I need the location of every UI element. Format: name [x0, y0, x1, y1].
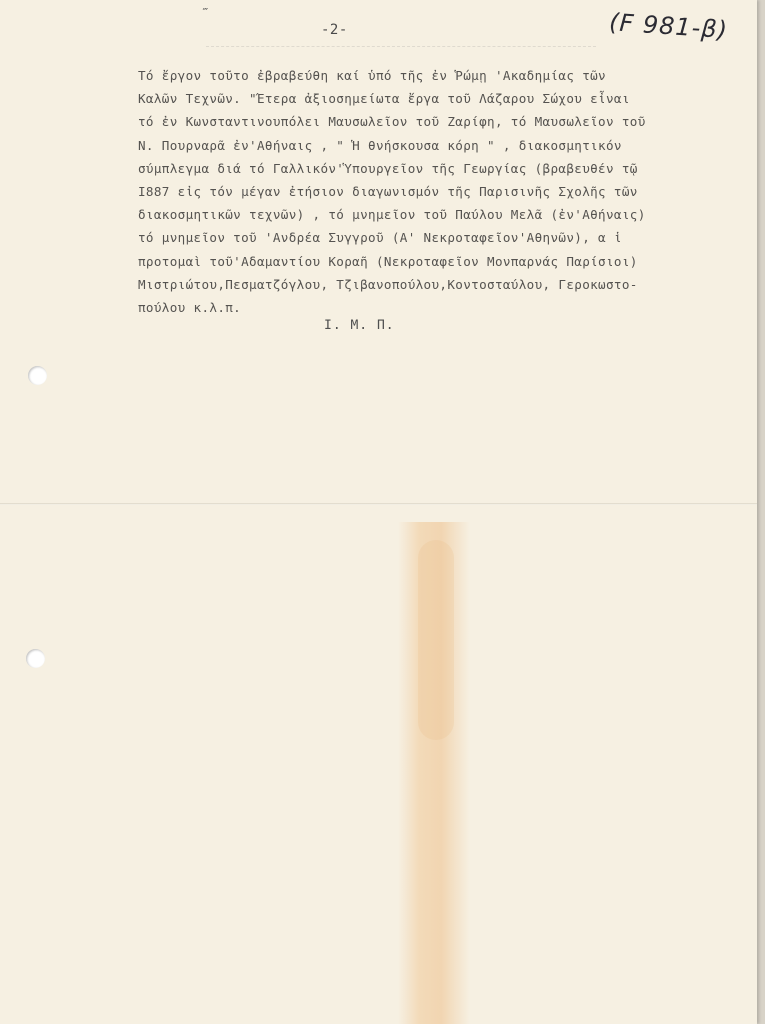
text-line: διακοσμητικῶν τεχνῶν) , τό μνημεῖον τοῦ Παύλου Μελᾶ (ἐν'Αθήναις)	[138, 207, 646, 223]
text-line: Μιστριώτου,Πεσματζόγλου, Τζιβανοπούλου,Κοντοσταύλου, Γεροκωστο-	[138, 276, 638, 292]
text-line: σύμπλεγμα διά τό Γαλλικόν'Ὑπουργεῖον τῆς Γεωργίας (βραβευθέν τῷ	[138, 160, 638, 176]
text-line: Καλῶν Τεχνῶν. "Έτερα ἀξιοσημείωτα ἔργα τοῦ Λάζαρου Σώχου εἶναι	[138, 91, 630, 107]
text-line: Ν. Πουρναρᾶ ἐν'Αθήναις , " Ἡ θνήσκουσα κόρη " , διακοσμητικόν	[138, 137, 622, 153]
handwritten-archive-reference: (F 981-β)	[608, 8, 729, 45]
page-number: -2-	[321, 22, 348, 38]
paper-fold-crease	[0, 503, 757, 505]
paper-stain-core	[418, 540, 454, 740]
signature-initials: Ι. Μ. Π.	[324, 318, 395, 333]
text-line: Τό ἔργον τοῦτο ἐβραβεύθη καί ὑπό τῆς ἐν Ῥώμῃ 'Ακαδημίας τῶν	[138, 68, 606, 83]
text-line: πούλου κ.λ.π.	[138, 300, 242, 316]
faint-rule	[206, 46, 596, 47]
text-line: τό μνημεῖον τοῦ 'Ανδρέα Συγγροῦ (Α' Νεκροταφεῖον'Αθηνῶν), α ἱ	[138, 230, 622, 246]
text-line: τό ἐν Κωνσταντινουπόλει Μαυσωλεῖον τοῦ Ζαρίφη, τό Μαυσωλεῖον τοῦ	[138, 114, 646, 130]
text-line: προτομαὶ τοῦ'Αδαμαντίου Κοραῆ (Νεκροταφεῖον Μονπαρνάς Παρίσιοι)	[138, 253, 638, 269]
text-line: I887 εἰς τόν μέγαν ἐτήσιον διαγωνισμόν τῆς Παρισινῆς Σχολῆς τῶν	[138, 184, 638, 200]
punch-hole	[28, 366, 47, 385]
punch-hole	[26, 649, 45, 668]
typed-paragraph	[138, 64, 738, 319]
tick-mark: ‴	[202, 6, 209, 19]
